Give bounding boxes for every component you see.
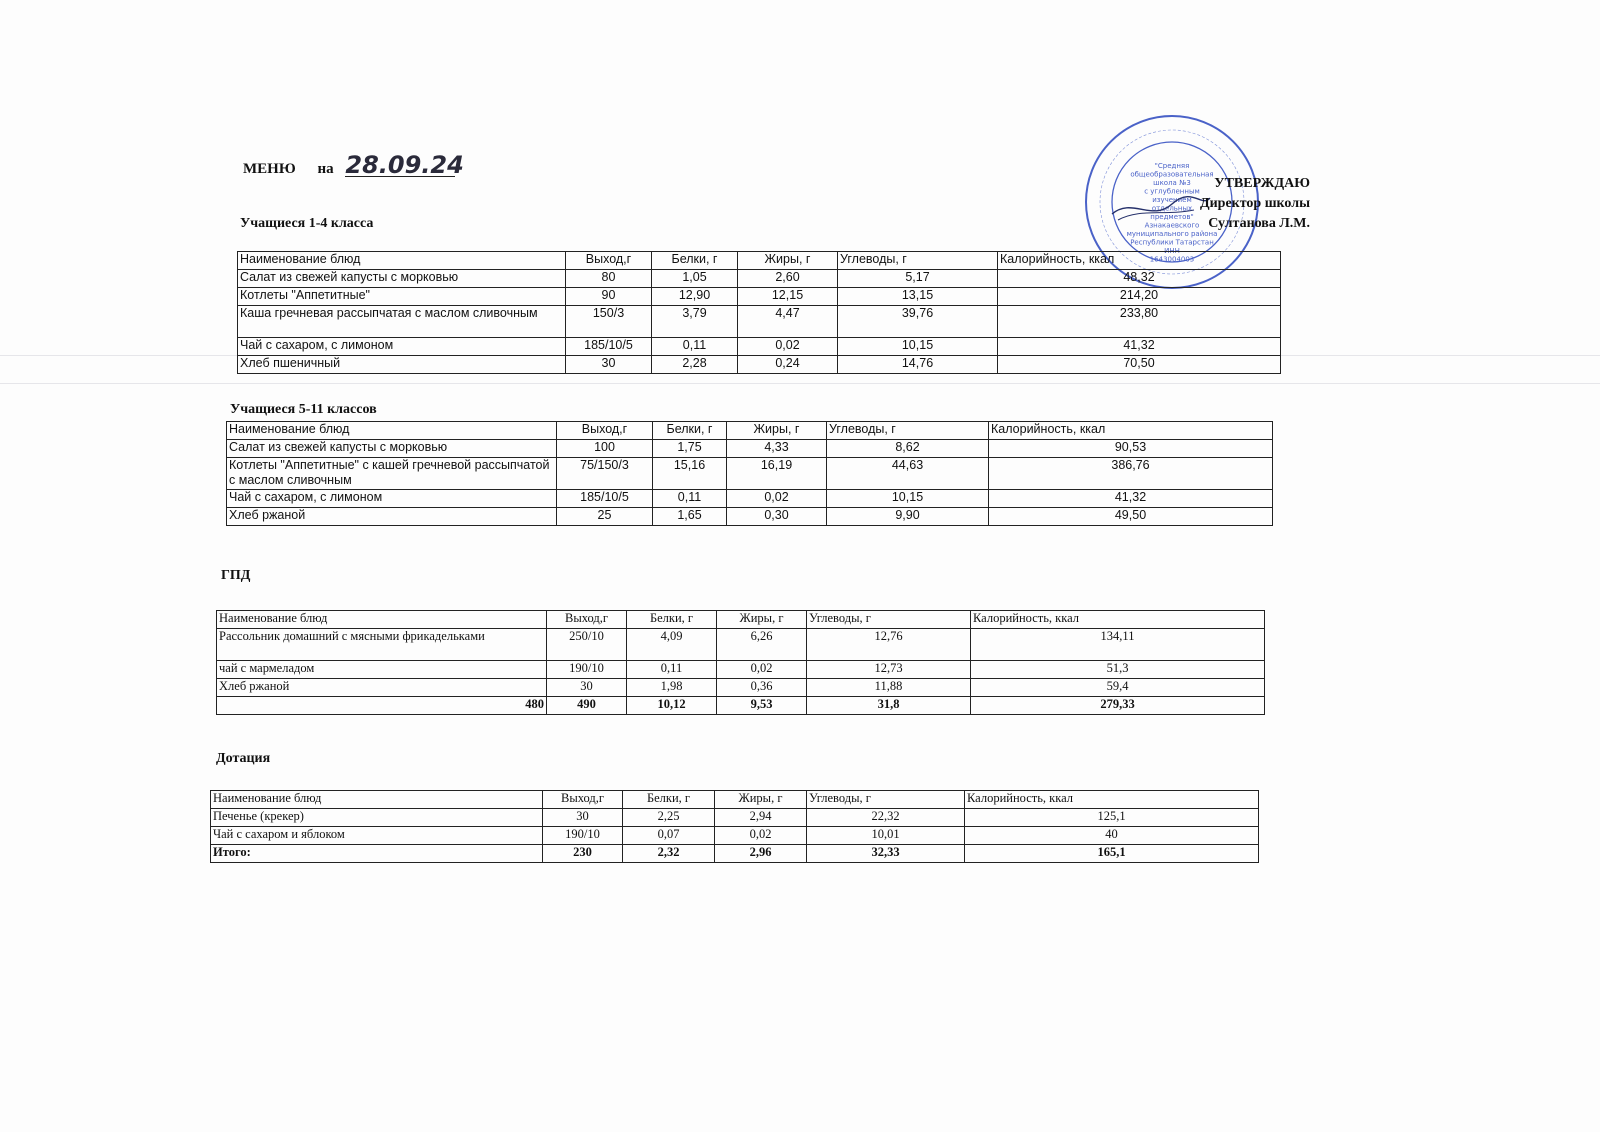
na-label: на bbox=[317, 161, 334, 177]
table-row bbox=[217, 629, 1265, 661]
dish-fat: 0,24 bbox=[738, 356, 838, 374]
total-fat: 9,53 bbox=[717, 697, 807, 715]
header-name: Наименование блюд bbox=[211, 791, 543, 809]
dish-protein: 4,09 bbox=[627, 629, 717, 661]
dish-yield: 250/10 bbox=[547, 629, 627, 661]
dish-protein: 1,98 bbox=[627, 679, 717, 697]
table-row bbox=[227, 458, 1273, 490]
dish-yield: 30 bbox=[543, 809, 623, 827]
table-row bbox=[211, 809, 1259, 827]
total-carbs: 31,8 bbox=[807, 697, 971, 715]
stamp-text-line: отдельных bbox=[1151, 204, 1193, 213]
stamp-text-line: изучением bbox=[1152, 196, 1192, 204]
dish-kcal: 233,80 bbox=[998, 306, 1281, 338]
table-row bbox=[238, 306, 1281, 338]
dish-protein: 3,79 bbox=[652, 306, 738, 338]
header-protein: Белки, г bbox=[652, 252, 738, 270]
table-row bbox=[211, 827, 1259, 845]
header-name: Наименование блюд bbox=[238, 252, 566, 270]
dish-fat: 12,15 bbox=[738, 288, 838, 306]
dish-carbs: 9,90 bbox=[827, 508, 989, 526]
dish-yield: 150/3 bbox=[566, 306, 652, 338]
dish-kcal: 49,50 bbox=[989, 508, 1273, 526]
dish-fat: 0,02 bbox=[727, 490, 827, 508]
approval-block bbox=[1174, 174, 1310, 234]
dish-protein: 2,28 bbox=[652, 356, 738, 374]
total-yield: 230 bbox=[543, 845, 623, 863]
dish-kcal: 41,32 bbox=[989, 490, 1273, 508]
dish-fat: 2,60 bbox=[738, 270, 838, 288]
menu-date: 28.09.24 bbox=[345, 151, 464, 179]
dish-name: Печенье (крекер) bbox=[211, 809, 543, 827]
table-row bbox=[217, 679, 1265, 697]
dish-yield: 75/150/3 bbox=[557, 458, 653, 490]
dish-protein: 0,11 bbox=[653, 490, 727, 508]
dish-carbs: 13,15 bbox=[838, 288, 998, 306]
dish-fat: 0,02 bbox=[738, 338, 838, 356]
approve-signatory: Султанова Л.М. bbox=[1208, 216, 1310, 231]
table-row bbox=[238, 270, 1281, 288]
header-name: Наименование блюд bbox=[227, 422, 557, 440]
dish-name: Салат из свежей капусты с морковью bbox=[227, 440, 557, 458]
header-fat: Жиры, г bbox=[717, 611, 807, 629]
dish-name: Рассольник домашний с мясными фрикадельками bbox=[217, 629, 547, 661]
dish-carbs: 5,17 bbox=[838, 270, 998, 288]
dish-protein: 1,05 bbox=[652, 270, 738, 288]
stamp-text-line: Республики Татарстан bbox=[1130, 238, 1214, 247]
dish-protein: 1,65 bbox=[653, 508, 727, 526]
dish-protein: 15,16 bbox=[653, 458, 727, 490]
table-row bbox=[227, 490, 1273, 508]
header-protein: Белки, г bbox=[623, 791, 715, 809]
stamp-text-line: школа №3 bbox=[1153, 179, 1191, 187]
menu-table-gpd bbox=[216, 610, 1265, 715]
table-row bbox=[227, 440, 1273, 458]
menu-label: МЕНЮ bbox=[243, 161, 296, 177]
header-name: Наименование блюд bbox=[217, 611, 547, 629]
stamp-text-line: предметов" bbox=[1150, 213, 1194, 221]
section-title-dotation: Дотация bbox=[216, 751, 271, 766]
dish-carbs: 10,15 bbox=[827, 490, 989, 508]
dish-yield: 80 bbox=[566, 270, 652, 288]
scan-artifact-line bbox=[0, 383, 1600, 384]
dish-carbs: 12,76 bbox=[807, 629, 971, 661]
dish-fat: 4,33 bbox=[727, 440, 827, 458]
section-title-grades-5-11: Учащиеся 5-11 классов bbox=[230, 402, 377, 417]
dish-kcal: 90,53 bbox=[989, 440, 1273, 458]
dish-name: Каша гречневая рассыпчатая с маслом сливочным bbox=[238, 306, 566, 338]
dish-name: Чай с сахаром и яблоком bbox=[211, 827, 543, 845]
menu-title bbox=[243, 151, 464, 179]
dish-fat: 4,47 bbox=[738, 306, 838, 338]
header-carbs: Углеводы, г bbox=[827, 422, 989, 440]
dish-yield: 190/10 bbox=[547, 661, 627, 679]
dish-kcal: 386,76 bbox=[989, 458, 1273, 490]
dish-carbs: 22,32 bbox=[807, 809, 965, 827]
header-kcal: Калорийность, ккал bbox=[989, 422, 1273, 440]
header-kcal: Калорийность, ккал bbox=[998, 252, 1281, 270]
stamp-text-line: ИНН bbox=[1164, 247, 1180, 255]
dish-name: Хлеб ржаной bbox=[217, 679, 547, 697]
dish-protein: 0,07 bbox=[623, 827, 715, 845]
dish-carbs: 8,62 bbox=[827, 440, 989, 458]
menu-table-dotation bbox=[210, 790, 1259, 863]
header-carbs: Углеводы, г bbox=[838, 252, 998, 270]
dish-carbs: 39,76 bbox=[838, 306, 998, 338]
stamp-text-line: с углубленным bbox=[1144, 187, 1200, 196]
dish-kcal: 134,11 bbox=[971, 629, 1265, 661]
menu-table-grades-5-11 bbox=[226, 421, 1273, 526]
dish-fat: 0,02 bbox=[715, 827, 807, 845]
total-label: Итого: bbox=[211, 845, 543, 863]
dish-name: Котлеты "Аппетитные" bbox=[238, 288, 566, 306]
dish-yield: 190/10 bbox=[543, 827, 623, 845]
dish-kcal: 59,4 bbox=[971, 679, 1265, 697]
menu-table-grades-1-4 bbox=[237, 251, 1281, 374]
dish-kcal: 41,32 bbox=[998, 338, 1281, 356]
stamp-text-line: муниципального района bbox=[1126, 230, 1218, 238]
dish-yield: 185/10/5 bbox=[566, 338, 652, 356]
dish-name: Салат из свежей капусты с морковью bbox=[238, 270, 566, 288]
dish-name: Котлеты "Аппетитные" с кашей гречневой рассыпчатой с маслом сливочным bbox=[227, 458, 557, 490]
table-header-row bbox=[227, 422, 1273, 440]
total-kcal: 165,1 bbox=[965, 845, 1259, 863]
table-header-row bbox=[211, 791, 1259, 809]
header-yield: Выход,г bbox=[557, 422, 653, 440]
dish-kcal: 214,20 bbox=[998, 288, 1281, 306]
table-row bbox=[217, 661, 1265, 679]
stamp-text-line: 1643004003 bbox=[1149, 255, 1195, 264]
dish-protein: 0,11 bbox=[652, 338, 738, 356]
dish-fat: 6,26 bbox=[717, 629, 807, 661]
section-title-gpd: ГПД bbox=[221, 568, 251, 583]
dish-name: Хлеб пшеничный bbox=[238, 356, 566, 374]
dish-fat: 2,94 bbox=[715, 809, 807, 827]
table-row bbox=[238, 356, 1281, 374]
header-protein: Белки, г bbox=[653, 422, 727, 440]
table-header-row bbox=[238, 252, 1281, 270]
total-label: 480 bbox=[217, 697, 547, 715]
dish-yield: 100 bbox=[557, 440, 653, 458]
dish-carbs: 14,76 bbox=[838, 356, 998, 374]
header-kcal: Калорийность, ккал bbox=[971, 611, 1265, 629]
total-yield: 490 bbox=[547, 697, 627, 715]
dish-protein: 2,25 bbox=[623, 809, 715, 827]
table-header-row bbox=[217, 611, 1265, 629]
total-protein: 2,32 bbox=[623, 845, 715, 863]
stamp-text-line: "Средняя bbox=[1154, 162, 1190, 170]
table-row bbox=[238, 288, 1281, 306]
header-yield: Выход,г bbox=[566, 252, 652, 270]
header-kcal: Калорийность, ккал bbox=[965, 791, 1259, 809]
section-title-grades-1-4: Учащиеся 1-4 класса bbox=[240, 216, 374, 231]
dish-name: Чай с сахаром, с лимоном bbox=[227, 490, 557, 508]
header-yield: Выход,г bbox=[547, 611, 627, 629]
dish-carbs: 11,88 bbox=[807, 679, 971, 697]
dish-fat: 0,36 bbox=[717, 679, 807, 697]
dish-kcal: 70,50 bbox=[998, 356, 1281, 374]
approve-heading: УТВЕРЖДАЮ bbox=[1214, 176, 1310, 191]
dish-yield: 185/10/5 bbox=[557, 490, 653, 508]
dish-yield: 25 bbox=[557, 508, 653, 526]
dish-kcal: 51,3 bbox=[971, 661, 1265, 679]
dish-yield: 90 bbox=[566, 288, 652, 306]
dish-fat: 0,30 bbox=[727, 508, 827, 526]
dish-name: чай с мармеладом bbox=[217, 661, 547, 679]
dish-kcal: 48,32 bbox=[998, 270, 1281, 288]
table-total-row bbox=[211, 845, 1259, 863]
total-carbs: 32,33 bbox=[807, 845, 965, 863]
table-row bbox=[227, 508, 1273, 526]
header-fat: Жиры, г bbox=[727, 422, 827, 440]
dish-carbs: 12,73 bbox=[807, 661, 971, 679]
dish-protein: 1,75 bbox=[653, 440, 727, 458]
dish-kcal: 125,1 bbox=[965, 809, 1259, 827]
dish-protein: 12,90 bbox=[652, 288, 738, 306]
dish-kcal: 40 bbox=[965, 827, 1259, 845]
header-yield: Выход,г bbox=[543, 791, 623, 809]
header-carbs: Углеводы, г bbox=[807, 611, 971, 629]
dish-carbs: 44,63 bbox=[827, 458, 989, 490]
header-fat: Жиры, г bbox=[715, 791, 807, 809]
dish-protein: 0,11 bbox=[627, 661, 717, 679]
dish-carbs: 10,01 bbox=[807, 827, 965, 845]
dish-yield: 30 bbox=[566, 356, 652, 374]
total-kcal: 279,33 bbox=[971, 697, 1265, 715]
total-protein: 10,12 bbox=[627, 697, 717, 715]
header-carbs: Углеводы, г bbox=[807, 791, 965, 809]
dish-carbs: 10,15 bbox=[838, 338, 998, 356]
dish-name: Чай с сахаром, с лимоном bbox=[238, 338, 566, 356]
dish-fat: 0,02 bbox=[717, 661, 807, 679]
header-protein: Белки, г bbox=[627, 611, 717, 629]
dish-fat: 16,19 bbox=[727, 458, 827, 490]
table-total-row bbox=[217, 697, 1265, 715]
header-fat: Жиры, г bbox=[738, 252, 838, 270]
stamp-text-line: общеобразовательная bbox=[1130, 170, 1214, 179]
table-row bbox=[238, 338, 1281, 356]
dish-yield: 30 bbox=[547, 679, 627, 697]
total-fat: 2,96 bbox=[715, 845, 807, 863]
dish-name: Хлеб ржаной bbox=[227, 508, 557, 526]
stamp-text-line: Азнакаевского bbox=[1144, 221, 1200, 230]
approve-position: Директор школы bbox=[1199, 196, 1310, 211]
